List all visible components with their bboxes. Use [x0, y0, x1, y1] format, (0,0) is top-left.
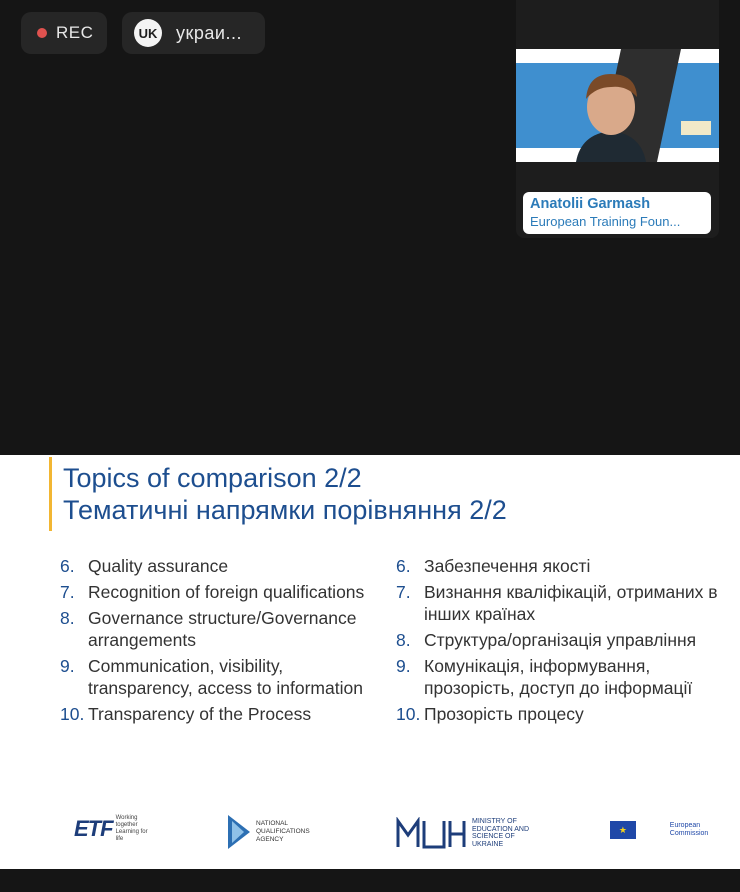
- item-text: Recognition of foreign qualifications: [88, 582, 365, 602]
- ministry-logo: [396, 817, 542, 849]
- ministry-text: MINISTRY OF EDUCATION AND SCIENCE OF UKRAINE: [472, 818, 530, 848]
- record-dot-icon: [37, 28, 47, 38]
- item-number: 10.: [60, 704, 85, 724]
- list-item: [396, 703, 726, 725]
- list-item: [396, 629, 726, 651]
- item-number: 7.: [396, 582, 411, 602]
- eu-flag-icon: ★: [610, 821, 636, 839]
- nqa-text: NATIONAL QUALIFICATIONS AGENCY: [256, 820, 310, 843]
- list-item: [60, 703, 380, 725]
- item-number: 6.: [60, 556, 75, 576]
- item-number: 9.: [60, 656, 75, 676]
- list-item: [396, 555, 726, 577]
- item-text: Прозорість процесу: [424, 704, 584, 724]
- participant-video: [516, 49, 719, 162]
- title-accent-bar: [49, 457, 52, 531]
- bottom-bar: [0, 869, 740, 892]
- item-text: Структура/організація управління: [424, 630, 697, 650]
- participant-video-tile[interactable]: [516, 0, 719, 238]
- item-text: Communication, visibility, transparency, access to information: [88, 656, 363, 698]
- interpretation-language-button[interactable]: [122, 12, 265, 54]
- participant-name-card: [523, 192, 711, 234]
- rec-label: REC: [56, 23, 94, 42]
- participant-silhouette: [516, 49, 719, 162]
- item-text: Transparency of the Process: [88, 704, 312, 724]
- slide-title-en: Topics of comparison 2/2: [63, 463, 362, 493]
- nqa-logo: [228, 815, 316, 849]
- nqa-triangle-icon: [228, 815, 250, 849]
- participant-organization: European Training Foun...: [530, 214, 681, 229]
- item-number: 8.: [60, 608, 75, 628]
- recording-indicator[interactable]: [21, 12, 107, 54]
- item-text: Забезпечення якості: [424, 556, 591, 576]
- etf-tagline: Working together Learning for life: [115, 815, 148, 842]
- partner-logos: [0, 807, 740, 857]
- item-number: 9.: [396, 656, 411, 676]
- ministry-mark-icon: [396, 817, 466, 849]
- etf-logo: [74, 815, 156, 843]
- item-number: 6.: [396, 556, 411, 576]
- list-item: [396, 581, 726, 625]
- item-text: Governance structure/Governance arrangements: [88, 608, 357, 650]
- topics-list-uk: [396, 555, 726, 729]
- topics-list-en: [60, 555, 380, 729]
- slide-title-uk: Тематичні напрямки порівняння 2/2: [63, 495, 507, 525]
- item-number: 8.: [396, 630, 411, 650]
- list-item: [60, 655, 380, 699]
- item-number: 7.: [60, 582, 75, 602]
- item-text: Визнання кваліфікацій, отриманих в інших країнах: [424, 582, 718, 624]
- etf-wordmark: ETF: [74, 816, 113, 841]
- language-badge: UK: [134, 19, 162, 47]
- list-item: [396, 655, 726, 699]
- list-item: [60, 607, 380, 651]
- slide-title: [63, 462, 507, 526]
- item-text: Комунікація, інформування, прозорість, доступ до інформації: [424, 656, 693, 698]
- language-label: украи...: [176, 22, 242, 43]
- ec-text: European Commission: [669, 822, 709, 837]
- list-item: [60, 581, 380, 603]
- ec-logo: [610, 821, 740, 839]
- item-text: Quality assurance: [88, 556, 229, 576]
- list-item: [60, 555, 380, 577]
- shared-slide: [0, 455, 740, 869]
- item-number: 10.: [396, 704, 421, 724]
- participant-name: Anatolii Garmash: [530, 196, 651, 212]
